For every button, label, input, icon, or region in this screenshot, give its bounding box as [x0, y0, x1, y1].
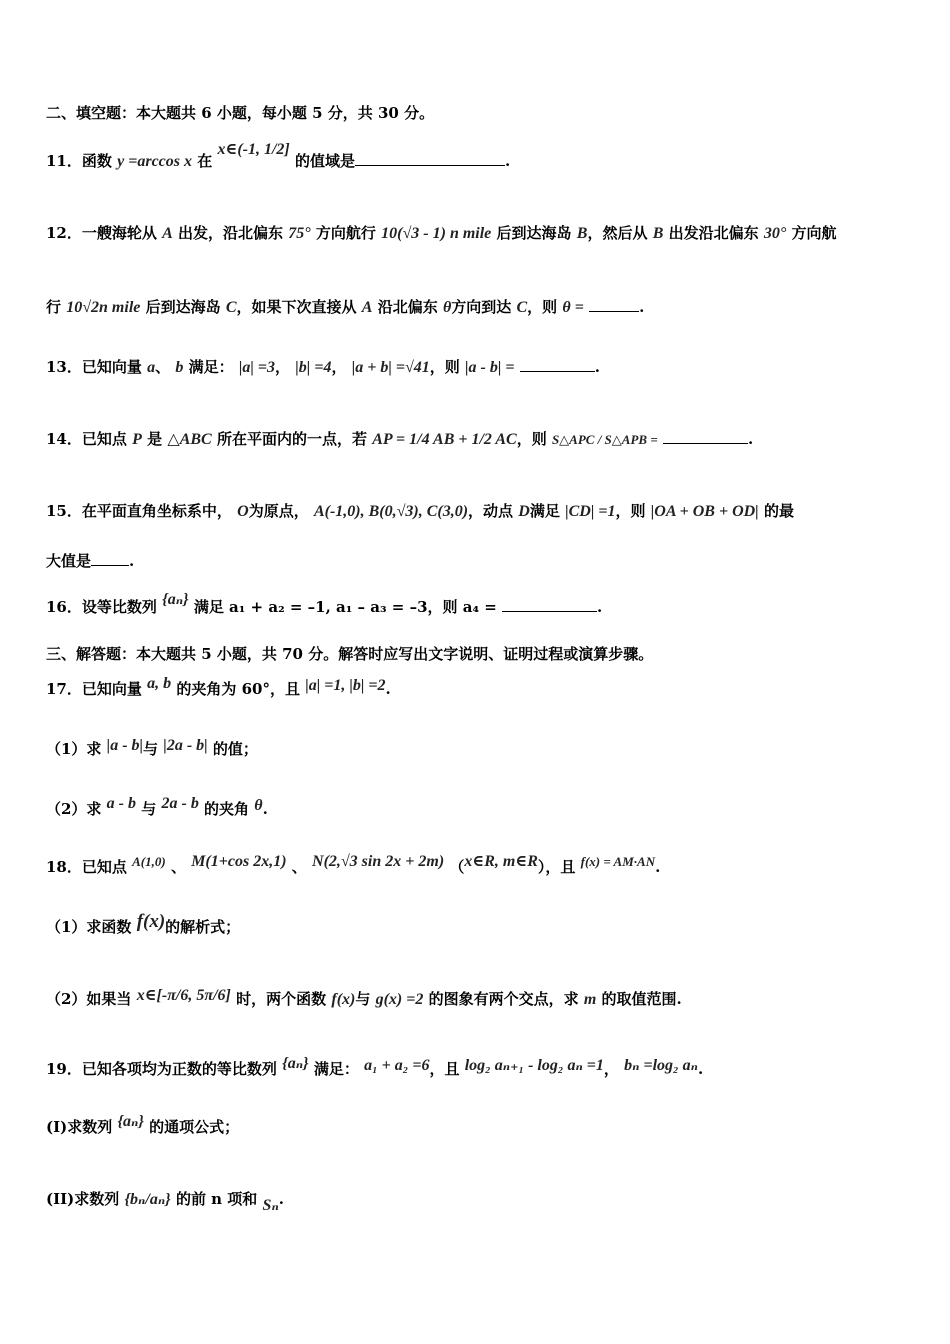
question-11: 11．函数 y =arccos x 在 x∈(-1, 1/2] 的值域是 .: [46, 141, 511, 170]
question-number: 15．: [46, 502, 82, 520]
answer-blank[interactable]: [502, 597, 597, 612]
question-12-line-2: 行 10√2n mile 后到达海岛 C，如果下次直接从 A 沿北偏东 θ方向到达 C，则 θ = .: [46, 298, 645, 316]
answer-blank[interactable]: [589, 297, 639, 312]
question-15: 15．在平面直角坐标系中， O为原点， A(-1,0), B(0,√3), C(3,0)，动点 D满足 |CD| =1，则 |OA + OB + OD| 的最: [46, 502, 794, 520]
section-heading-solve: 三、解答题：本大题共 5 小题，共 70 分。解答时应写出文字说明、证明过程或演算步骤。: [46, 645, 654, 663]
math-expression: y =arccos x: [117, 153, 192, 170]
answer-blank[interactable]: [91, 551, 129, 566]
answer-blank[interactable]: [355, 151, 505, 166]
question-number: 13．: [46, 358, 82, 376]
question-14: 14．已知点 P 是 △ABC 所在平面内的一点，若 AP = 1/4 AB + 1/2 AC，则 S△APC / S△APB = .: [46, 430, 754, 448]
question-17: 17．已知向量 a, b 的夹角为 60°，且 |a| =1, |b| =2.: [46, 675, 391, 698]
math-expression: x∈(-1, 1/2]: [217, 141, 290, 158]
question-19-part-2: (II)求数列 {bₙ/aₙ} 的前 n 项和 Sₙ.: [46, 1190, 285, 1214]
question-17-part-2: （2）求 a - b 与 2a - b 的夹角 θ.: [46, 795, 268, 818]
question-18: 18．已知点 A(1,0) 、 M(1+cos 2x,1) 、 N(2,√3 sin 2x + 2m) （x∈R, m∈R），且 f(x) = AM·AN.: [46, 853, 661, 876]
answer-blank[interactable]: [520, 357, 595, 372]
question-19: 19．已知各项均为正数的等比数列 {aₙ} 满足： a₁ + a₂ =6，且 log₂ aₙ₊₁ - log₂ aₙ =1， bₙ =log₂ aₙ.: [46, 1055, 704, 1078]
question-13: 13．已知向量 a、 b 满足： |a| =3， |b| =4， |a + b| =√41，则 |a - b| = .: [46, 358, 600, 376]
question-number: 14．: [46, 430, 82, 448]
question-number: 19．: [46, 1060, 82, 1078]
question-12: 12．一艘海轮从 A 出发，沿北偏东 75° 方向航行 10(√3 - 1) n mile 后到达海岛 B，然后从 B 出发沿北偏东 30° 方向航: [46, 224, 837, 242]
question-number: 11．: [46, 152, 82, 170]
section-heading-fill-in: 二、填空题：本大题共 6 小题，每小题 5 分，共 30 分。: [46, 104, 435, 122]
question-number: 12．: [46, 224, 82, 242]
question-19-part-1: (I)求数列 {aₙ} 的通项公式；: [46, 1113, 240, 1136]
question-number: 17．: [46, 680, 82, 698]
question-17-part-1: （1）求 |a - b|与 |2a - b| 的值；: [46, 737, 258, 758]
question-18-part-2: （2）如果当 x∈[-π/6, 5π/6] 时，两个函数 f(x)与 g(x) =2 的图象有两个交点，求 m 的取值范围.: [46, 987, 682, 1008]
answer-blank[interactable]: [663, 429, 748, 444]
question-number: 16．: [46, 598, 82, 616]
question-16: 16．设等比数列 {aₙ} 满足 a₁ + a₂ = –1, a₁ – a₃ = –3，则 a₄ = .: [46, 591, 603, 616]
question-number: 18．: [46, 858, 82, 876]
question-15-line-2: 大值是 .: [46, 552, 135, 570]
question-18-part-1: （1）求函数 f(x)的解析式；: [46, 911, 241, 936]
